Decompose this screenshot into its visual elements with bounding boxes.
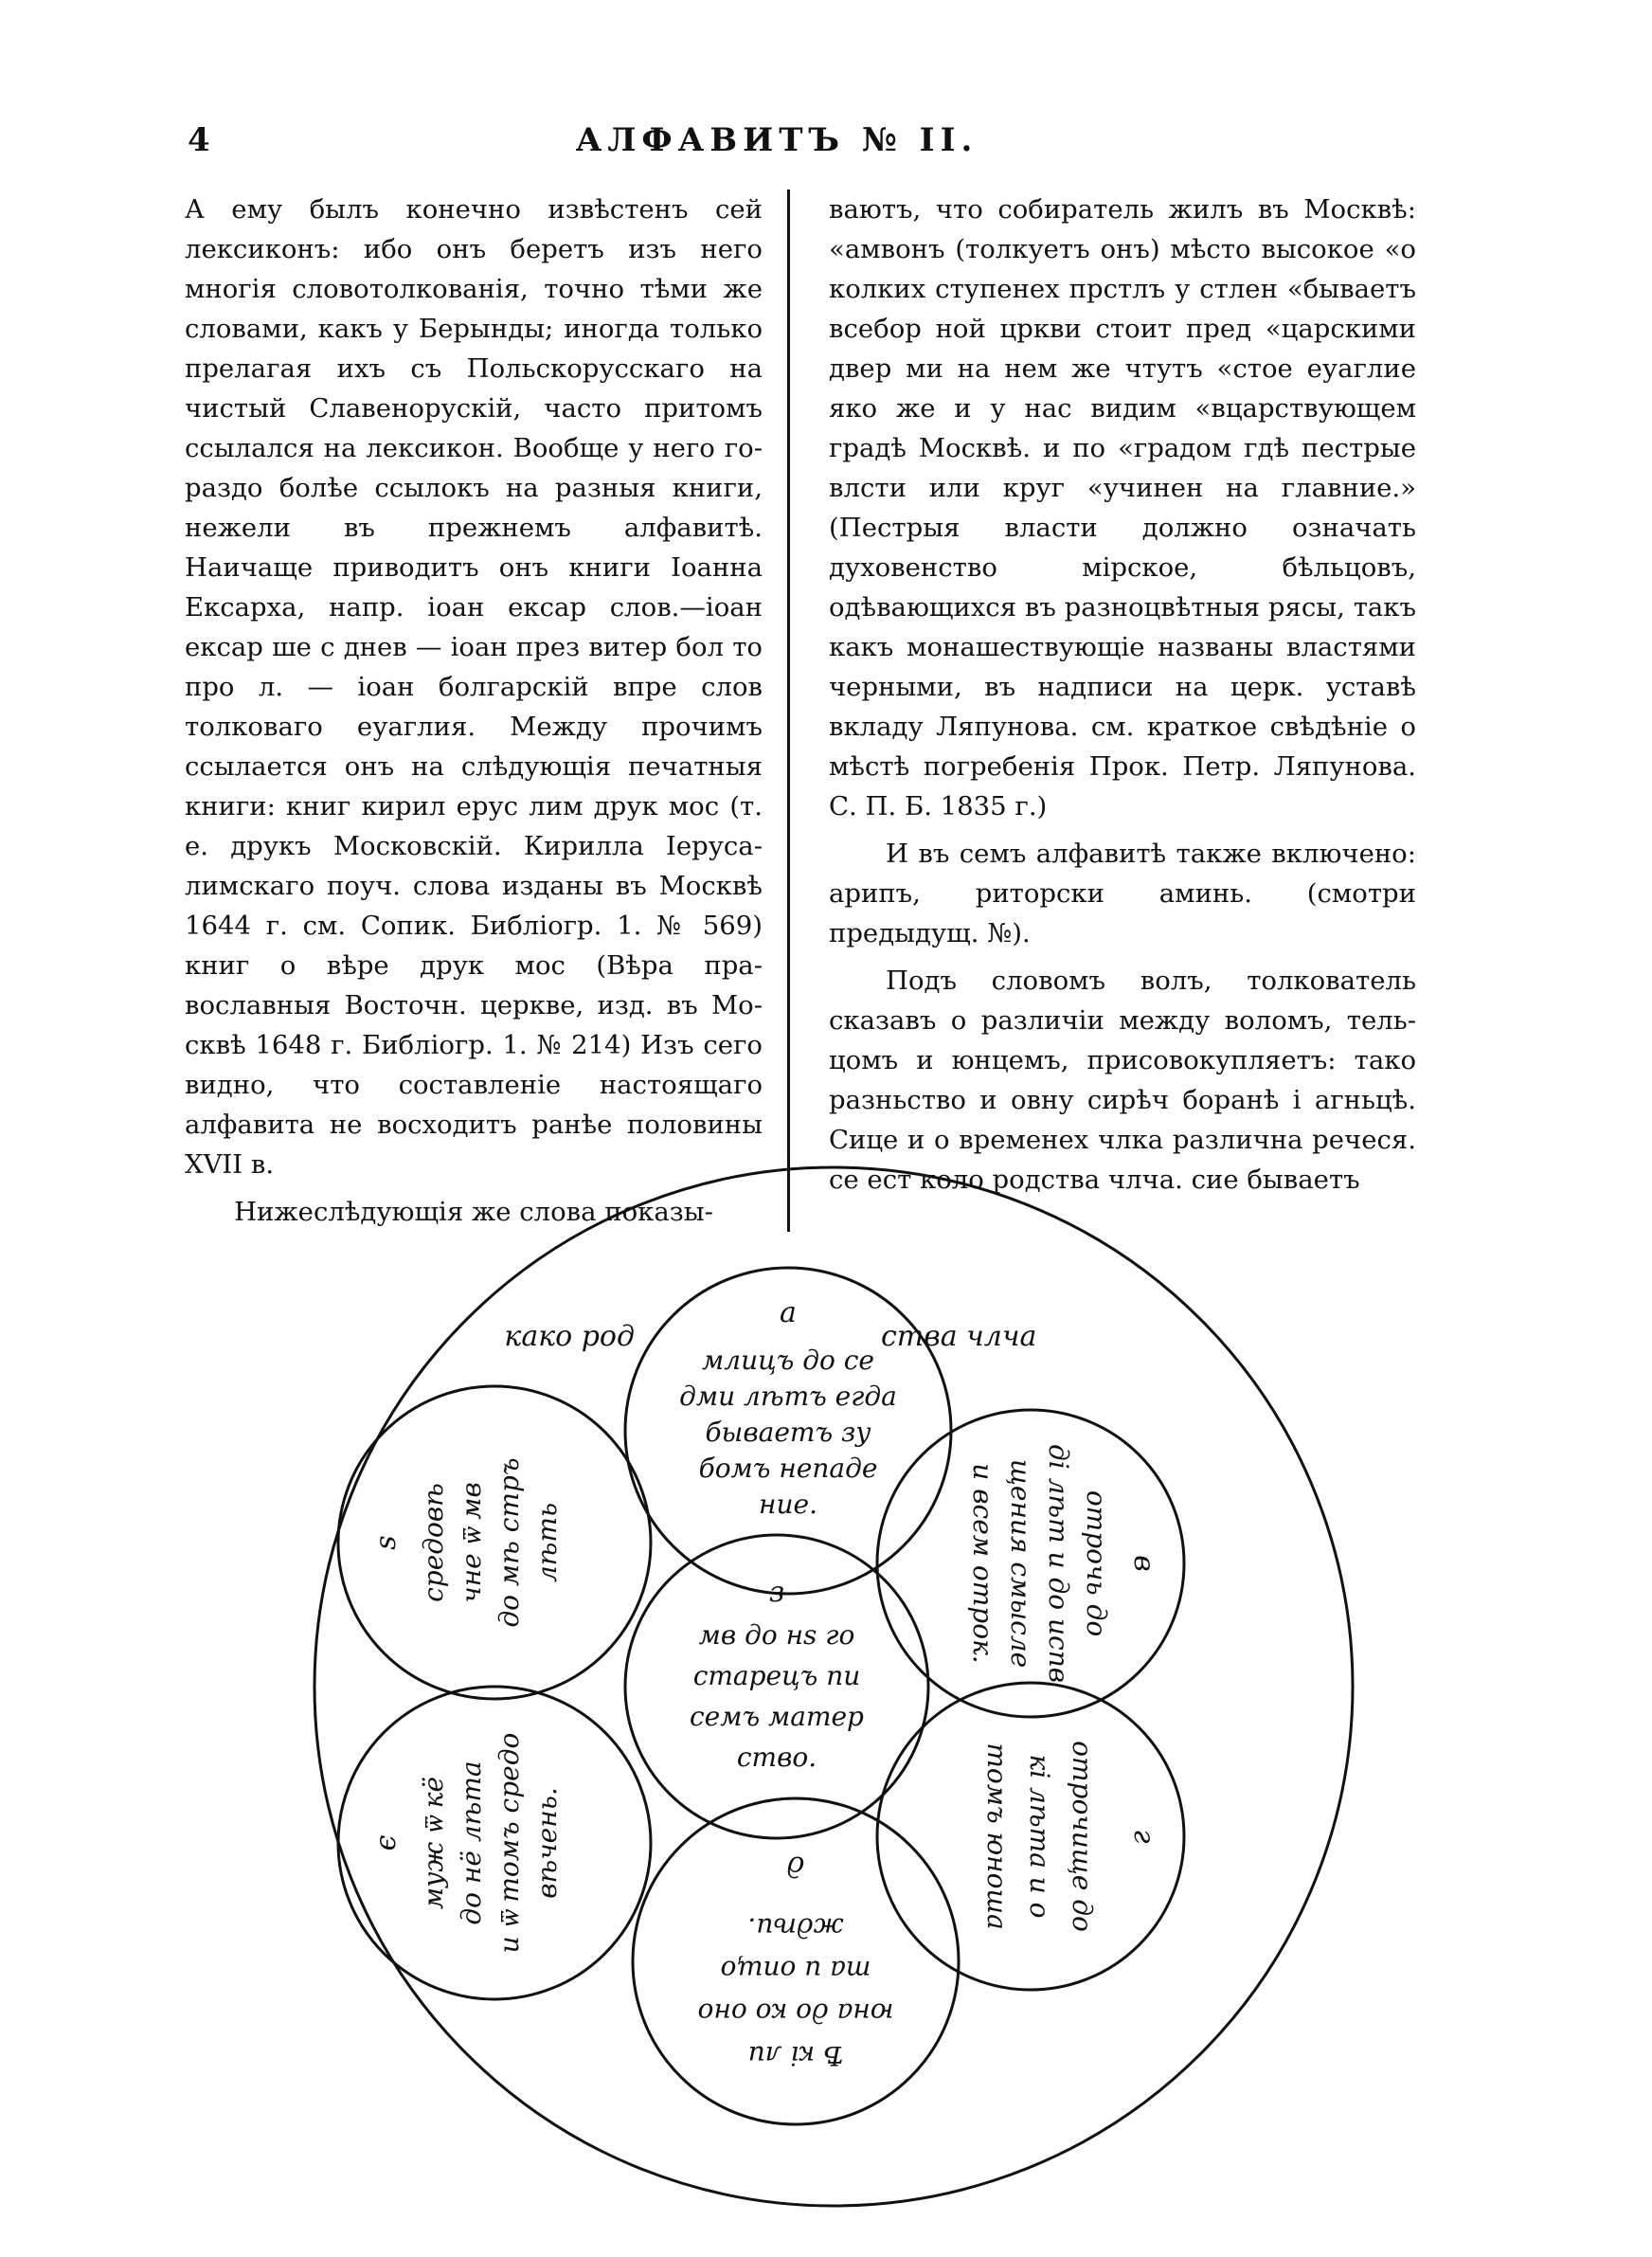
svg-text:средовѣ: средовѣ [418,1483,449,1602]
svg-text:мв до нѕ го: мв до нѕ го [698,1619,855,1651]
svg-text:кі лѣта и о: кі лѣта и о [1024,1754,1055,1919]
svg-text:старецъ пи: старецъ пи [692,1660,861,1691]
svg-text:та и опщо: та и опщо [720,1955,871,1986]
svg-text:г: г [1127,1829,1160,1844]
svg-text:вѣчень.: вѣчень. [531,1787,563,1899]
circle-2-boyhood [877,1410,1184,1717]
paragraph: Подъ словомъ волъ, толкователь сказавъ о различіи между воломъ, тельцомъ и юнцемъ, присовокупляетъ: тако разньство и овну сирѣч боранѣ і агньцѣ. Сице и о временех члка различна речеся. се ест коло родства члча. сие бываетъ [829,966,1416,1195]
page-number: 4 [188,121,210,159]
svg-text:дми лѣтъ егда: дми лѣтъ егда [679,1381,897,1412]
circle-1-infancy [625,1268,951,1594]
svg-text:юна до ко оно: юна до ко оно [697,1997,894,2029]
svg-text:отрочь до: отрочь до [1081,1490,1112,1637]
svg-text:ство.: ство. [736,1742,817,1773]
svg-text:ние.: ние. [759,1489,817,1520]
svg-text:з: з [768,1576,785,1609]
circle-4-young-man [633,1798,959,2124]
svg-text:щения смысле: щения смысле [1005,1458,1036,1669]
svg-text:отрочище до: отрочище до [1067,1741,1098,1932]
svg-text:до нё лѣта: до нё лѣта [456,1760,487,1925]
svg-text:а: а [780,1296,797,1329]
svg-text:муж ѿ кё: муж ѿ кё [418,1776,449,1910]
svg-text:бываетъ зу: бываетъ зу [705,1417,871,1448]
outer-left-label: како род [504,1320,635,1353]
svg-text:ді лѣт и до испв: ді лѣт и до испв [1043,1443,1074,1684]
svg-text:млицъ до се: млицъ до се [702,1345,874,1376]
svg-text:лѣть: лѣть [531,1502,563,1583]
svg-text:Ѣ кі ли: Ѣ кі ли [747,2040,844,2071]
svg-text:бомъ непаде: бомъ непаде [698,1453,878,1484]
circle-6-middle-age [338,1386,651,1699]
svg-text:томъ юноша: томъ юноша [981,1742,1013,1930]
svg-text:в: в [1127,1555,1160,1572]
svg-text:ждѣи.: ждѣи. [747,1912,844,1943]
svg-text:до мѣ стръ: до мѣ стръ [494,1457,525,1628]
paragraph: И въ семъ алфавитѣ также включено: арипъ, риторски аминь. (смотри предыдущ. №). [829,839,1416,948]
running-title: АЛФАВИТЪ № II. [575,121,979,159]
svg-text:семъ матер: семъ матер [690,1701,864,1732]
svg-text:ѕ: ѕ [369,1535,403,1550]
paragraph: ваютъ, что собиратель жилъ въ Москвѣ: «амвонъ (толкуетъ онъ) мѣсто высокое «о колких ступенех прстлъ у стлен «бываетъ всебор ной цркви стоит пред «царскими двер ми на нем же чтутъ «стое еуаглие яко же и у нас видим «вцарствующем градѣ Москвѣ. и по «градом гдѣ пестрые влсти или круг «учинен на главние.» (Пестрыя власти должно означать духовенство мірское, бѣльцовъ, одѣвающихся въ разноцвѣтныя рясы, такъ какъ монашествующіе названы властями черными, въ надписи на церк. уставѣ вкладу Ляпунова. см. краткое свѣдѣніе о мѣстѣ погребенія Прок. Петр. Ляпунова. С. П. Б. 1835 г.) [829,194,1416,822]
paragraph: Нижеслѣдующія же слова показы- [234,1197,713,1227]
svg-text:д: д [786,1850,805,1883]
svg-text:и ѿ томъ средо: и ѿ томъ средо [494,1732,525,1954]
paragraph: А ему былъ конечно извѣстенъ сей лексиконъ: ибо онъ беретъ изъ него многія словотолкованія, точно тѣми же словами, какъ у Берынды; иногда только прелагая ихъ съ Польскорусскаго на чистый Славенорускій, часто притомъ ссылался на лексикон. Вообще у него гораздо болѣе ссылокъ на разныя книги, нежели въ прежнемъ алфавитѣ. Наичаще приводитъ онъ книги Іоанна Ексарха, напр. іоан ексар слов.—іоан ексар ше с днев — іоан през витер бол то про л. — іоан болгарскій впре слов толковаго еуаглия. Между прочимъ ссылается онъ на слѣдующія печатныя книги: книг кирил ерус лим друк мос (т. е. друкъ Московскій. Кирилла Іерусалимскаго поуч. слова изданы въ Москвѣ 1644 г. см. Сопик. Библіогр. 1. № 569) книг о вѣре друк мос (Вѣра православныя Восточн. церкве, изд. въ Москвѣ 1648 г. Библіогр. 1. № 214) Изъ сего видно, что составленіе настоящаго алфавита не восходитъ ранѣе половины XVII в. [185,194,763,1180]
svg-text:и всем отрок.: и всем отрок. [967,1463,998,1664]
svg-text:є: є [369,1834,403,1851]
svg-text:чне ѿ мв: чне ѿ мв [456,1482,487,1603]
circle-5-man [338,1687,651,1999]
outer-right-label: ства члча [881,1320,1037,1353]
